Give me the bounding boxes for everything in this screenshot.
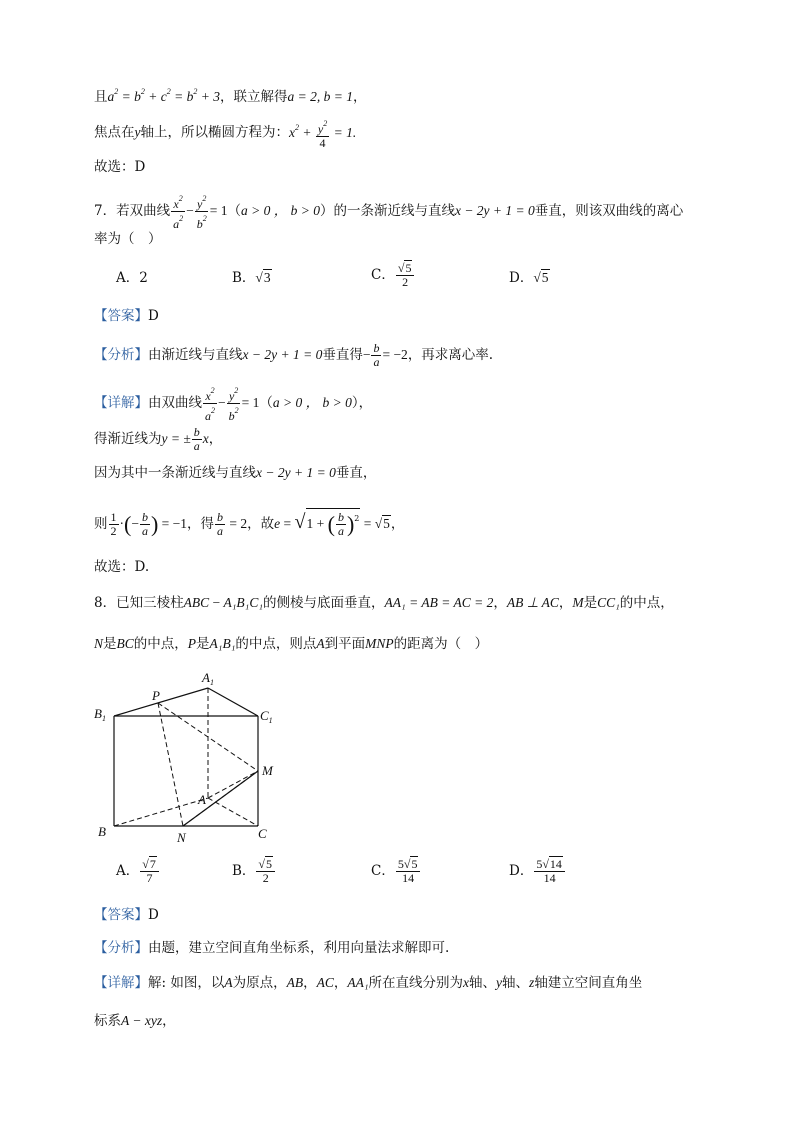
text: D	[148, 907, 159, 923]
sqrt-expr: √	[294, 511, 306, 533]
label-m: M	[262, 763, 273, 778]
ellipse-eq: $x^2$ + $\frac{y^2}{4}$ = 1.	[289, 119, 357, 150]
var: AC	[316, 975, 334, 990]
var: ABC	[183, 595, 210, 610]
text: 轴上，所以椭圆方程为：	[140, 124, 289, 141]
var: A	[224, 975, 233, 990]
edge-ba	[114, 798, 208, 826]
formula: x − 2y + 1 = 0	[242, 347, 323, 362]
var: P	[187, 636, 197, 651]
q8-option-d[interactable]	[509, 858, 566, 885]
var: CC₁	[597, 595, 620, 610]
text: 垂直，则该双曲线的离心	[534, 203, 684, 219]
text: ，故	[247, 516, 275, 532]
text: 的中点，则点	[235, 636, 317, 652]
text: 轴建立空间直角坐	[534, 975, 643, 991]
frac-5sqrt5-14: $\frac{5√5}{14}$	[396, 858, 421, 885]
text: ，	[333, 975, 348, 991]
text: 解: 如图，以	[148, 975, 225, 991]
var: M	[572, 595, 584, 610]
frac: $\frac{b}{a}$	[337, 510, 344, 538]
answer-tag: 【答案】	[94, 907, 148, 923]
text: 得渐近线为	[94, 431, 162, 447]
edge-pn	[158, 703, 183, 826]
text: ，	[390, 516, 405, 532]
text: 到平面	[324, 636, 366, 652]
text: 7．若双曲线	[94, 203, 171, 219]
text: 由渐近线与直线	[148, 347, 243, 363]
var: z	[529, 975, 535, 990]
detail-7-asymptote: 得渐近线为y = ± $\frac{b}{a}$ x，	[94, 425, 223, 453]
detail-7-result: 则 $\frac{1}{2}$ ·(− $\frac{b}{a}$ ) = −1，得 $\frac{b}{a}$ = 2，故e = √1 + ( $\frac{b}{a}$ )$^2$ = √5，	[94, 510, 405, 538]
frac: $\frac{b}{a}$	[217, 510, 224, 538]
formula: AB ⊥ AC	[506, 595, 559, 610]
analysis-tag: 【分析】	[94, 347, 148, 363]
sqrt3: √3	[255, 270, 271, 285]
text: 则	[94, 516, 108, 532]
solution-line-1	[94, 82, 366, 107]
var: y	[496, 975, 503, 990]
var: y	[134, 124, 141, 140]
var: AA₁	[347, 975, 369, 990]
text: 因为其中一条渐近线与直线	[94, 465, 256, 481]
text: C．	[371, 267, 395, 283]
frac: $\frac{b}{a}$	[141, 510, 148, 538]
text: 是	[103, 636, 117, 652]
q7-option-a[interactable]: A．2	[116, 270, 148, 286]
solution-line-2	[94, 117, 356, 150]
text: ，联立解得	[219, 89, 288, 105]
label-a1: $A_1$	[202, 670, 214, 687]
answer-7	[94, 306, 159, 326]
formula: $a^2 = b^2 + c^2 = b^2 + 3$	[107, 87, 220, 104]
text: 轴、	[502, 975, 530, 991]
var: BC	[116, 636, 134, 651]
var: MNP	[365, 636, 394, 651]
text: 的中点，	[133, 636, 188, 652]
text: 8．已知三棱柱	[94, 595, 184, 611]
label-b1: $B_1$	[94, 706, 106, 723]
formula: x	[202, 431, 209, 446]
text: 且	[94, 89, 108, 105]
text: 的中点，	[619, 595, 674, 611]
text: ，再求离心率.	[407, 347, 494, 363]
text: 由双曲线	[148, 395, 202, 411]
frac: $\frac{b}{a}$	[193, 425, 200, 453]
frac: $\frac{x^2}{a^2}$	[205, 386, 215, 423]
q8-option-b[interactable]	[232, 858, 276, 885]
text: 标系	[94, 1013, 121, 1029]
frac-sqrt7-7: $\frac{√7}{7}$	[140, 858, 159, 885]
text: 轴、	[469, 975, 497, 991]
text: 的距离为（ ）	[393, 636, 489, 652]
formula: a = 2, b = 1	[287, 89, 353, 104]
question-7: 7．若双曲线 $\frac{x^2}{a^2}$ − $\frac{y^2}{b^2}$ = 1（a > 0 ， b > 0）的一条渐近线与直线x − 2y + 1 = 0垂直，则该双曲线的离心	[94, 194, 684, 231]
detail-8	[94, 973, 642, 993]
formula: = 1	[241, 395, 260, 410]
detail-7-perp	[94, 463, 376, 483]
text: 垂直得	[322, 347, 363, 363]
prism-figure	[90, 668, 290, 848]
text: 的侧棱与底面垂直，	[263, 595, 385, 611]
answer-tag: 【答案】	[94, 308, 148, 324]
text: 焦点在	[94, 124, 135, 141]
frac-5sqrt14-14: $\frac{5√14}{14}$	[534, 858, 565, 885]
label-a: A	[198, 792, 206, 807]
formula: x − 2y + 1 = 0	[256, 465, 336, 480]
text: 由题，建立空间直角坐标系，利用向量法求解即可.	[148, 940, 450, 956]
label-n: N	[177, 830, 186, 845]
var: A	[316, 636, 325, 651]
frac-sqrt5-2: $\frac{√5}{2}$	[256, 858, 275, 885]
formula: AA₁ = AB = AC = 2	[384, 595, 494, 610]
detail-7: 【详解】由双曲线 $\frac{x^2}{a^2}$ − $\frac{y^2}{b^2}$ = 1（a > 0 ， b > 0），	[94, 386, 373, 423]
var: A − xyz	[121, 1013, 163, 1028]
detail-tag: 【详解】	[94, 395, 148, 411]
frac: $\frac{1}{2}$	[110, 510, 117, 538]
text: 垂直，	[335, 465, 377, 481]
var: e	[274, 516, 281, 531]
formula: = −2	[382, 347, 408, 362]
formula: y = ±	[161, 431, 191, 446]
label-b: B	[98, 824, 106, 839]
edge-a1c1	[208, 688, 258, 716]
text: ，	[558, 595, 573, 611]
text: B．	[232, 863, 256, 879]
q8-option-c[interactable]	[371, 858, 421, 885]
analysis-8	[94, 938, 449, 958]
text: ，	[352, 89, 367, 105]
question-8: 8．已知三棱柱ABC − A₁B₁C₁的侧棱与底面垂直，AA₁ = AB = AC = 2，AB ⊥ AC，M是CC₁的中点，	[94, 595, 674, 611]
detail-8-cont	[94, 1011, 176, 1031]
text: A．	[116, 863, 140, 879]
detail-tag: 【详解】	[94, 975, 148, 991]
edge-b1a1	[114, 688, 208, 716]
choose-line: 故选：D	[94, 159, 146, 175]
text: ，得	[187, 516, 215, 532]
text: ），	[351, 395, 373, 411]
text: B．	[232, 270, 256, 286]
text: ）的一条渐近线与直线	[319, 203, 455, 219]
text: 所在直线分别为	[368, 975, 464, 991]
frac-y2b2: $\frac{y^2}{b^2}$	[196, 194, 207, 231]
text: （	[227, 203, 241, 219]
frac: $\frac{y^2}{b^2}$	[228, 386, 239, 423]
text: 为原点，	[232, 975, 287, 991]
text: D．	[509, 863, 534, 879]
q7-option-d[interactable]	[509, 268, 550, 288]
var: x	[463, 975, 470, 990]
formula: a > 0 ， b > 0	[240, 203, 320, 218]
var: A₁B₁C₁	[223, 595, 264, 610]
var: AB	[286, 975, 304, 990]
formula: x − 2y + 1 = 0	[454, 203, 535, 218]
frac-sqrt5-2: $\frac{√5}{2}$	[396, 262, 415, 289]
text: D	[148, 308, 159, 324]
text: 是	[196, 636, 210, 652]
text: ，	[303, 975, 317, 991]
formula: a > 0 ， b > 0	[272, 395, 352, 410]
analysis-7: 【分析】由渐近线与直线x − 2y + 1 = 0垂直得− $\frac{b}{a}$ = −2，再求离心率.	[94, 341, 494, 369]
choose-7: 故选：D.	[94, 559, 150, 575]
q8-option-a[interactable]	[116, 858, 160, 885]
edge-am	[208, 771, 258, 798]
sqrt5: √5	[533, 270, 549, 285]
label-c: C	[258, 826, 267, 841]
frac-b-a: $\frac{b}{a}$	[373, 341, 380, 369]
text: （	[259, 395, 273, 411]
q7-option-c[interactable]	[371, 262, 415, 289]
text: 是	[583, 595, 598, 611]
question-7-cont: 率为（ ）	[94, 231, 162, 247]
text: D．	[509, 270, 534, 286]
question-8-cont	[94, 634, 488, 654]
var: N	[94, 636, 104, 651]
var: A₁B₁	[209, 636, 236, 651]
q7-option-b[interactable]	[232, 268, 272, 288]
formula: = 1	[209, 203, 228, 218]
label-c1: $C_1$	[260, 708, 273, 725]
frac-x2a2: $\frac{x^2}{a^2}$	[173, 194, 184, 231]
answer-8	[94, 905, 159, 925]
text: ，	[162, 1013, 176, 1029]
label-p: P	[152, 688, 160, 703]
text: C．	[371, 863, 395, 879]
edge-nm	[183, 771, 258, 826]
analysis-tag: 【分析】	[94, 940, 148, 956]
text: ，	[493, 595, 507, 611]
